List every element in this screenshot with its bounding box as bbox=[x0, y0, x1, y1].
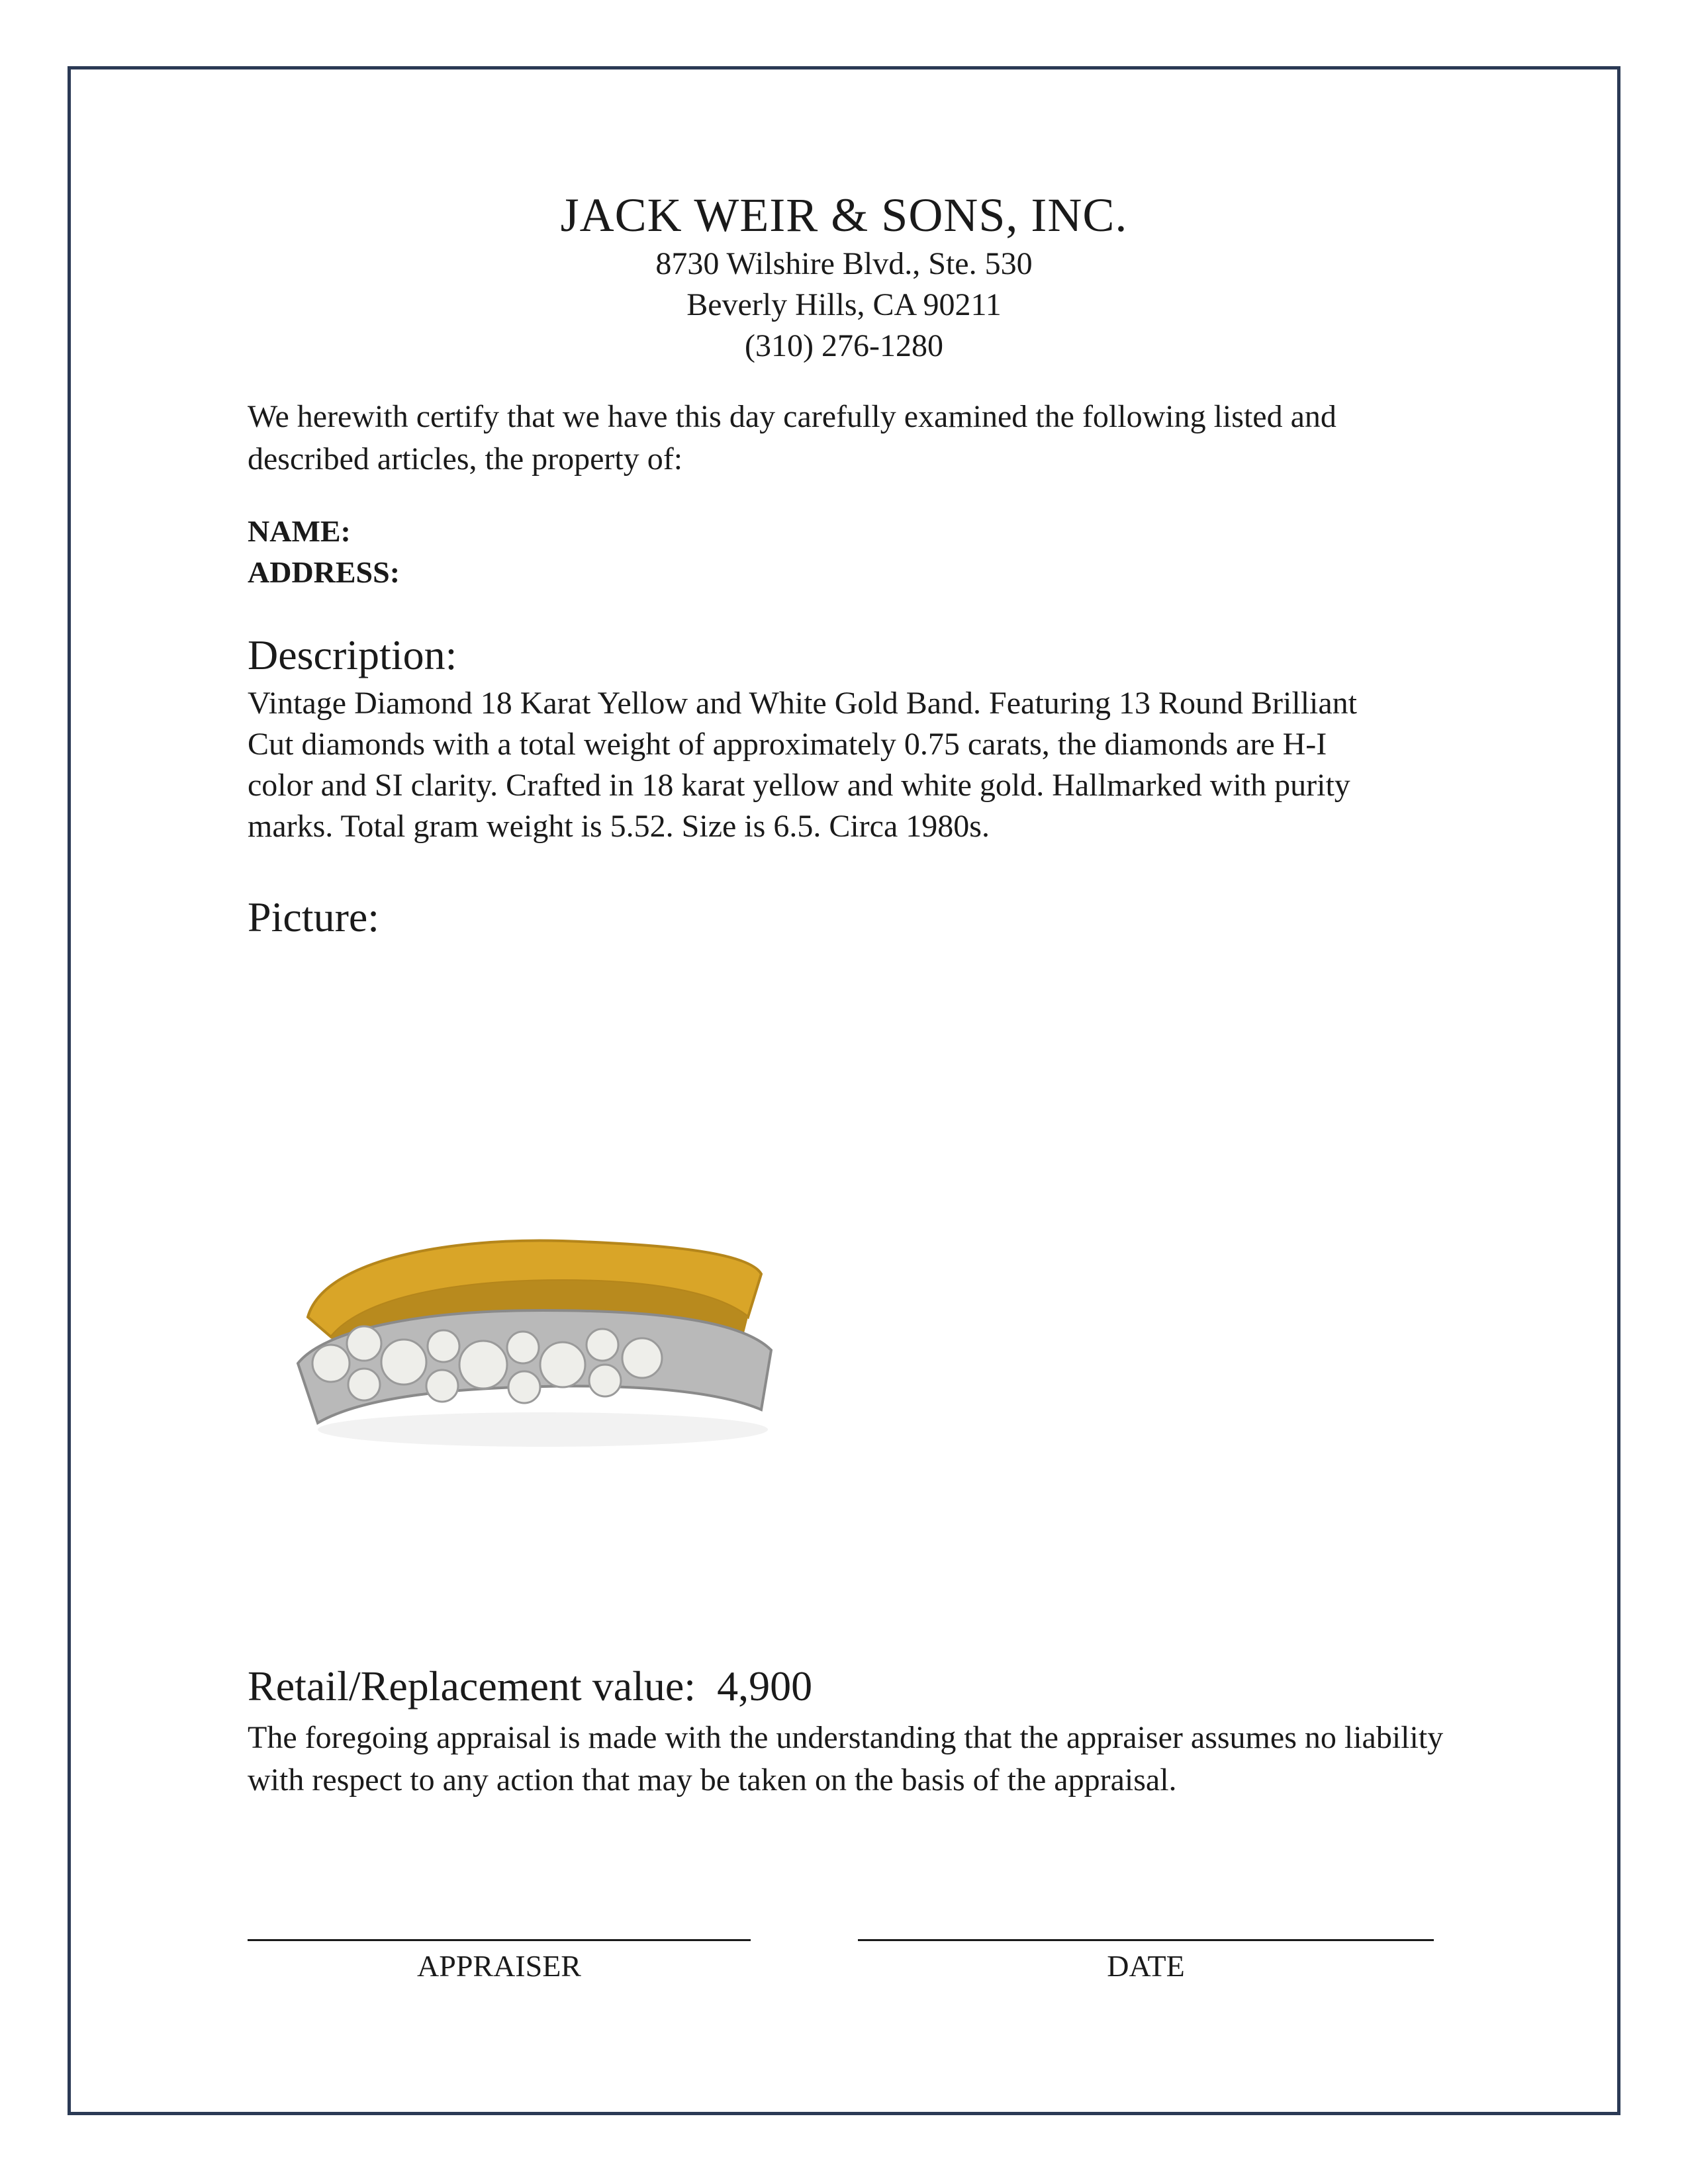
ring-photo bbox=[285, 1211, 801, 1463]
ring-shadow bbox=[318, 1412, 768, 1447]
value-label: Retail/Replacement value: bbox=[248, 1662, 696, 1709]
appraiser-label: APPRAISER bbox=[417, 1949, 581, 1983]
company-address-line1: 8730 Wilshire Blvd., Ste. 530 bbox=[655, 246, 1033, 281]
description-text: Vintage Diamond 18 Karat Yellow and White Gold Band. Featuring 13 Round Brilliant Cut diamonds with a total weight of approximately 0.75 carats, the diamonds are H-I color and SI clarity. Crafted in 18 karat yellow and white gold. Hallmarked with purity marks. Total gram weight is 5.52. Size is 6.5. Circa 1980s. bbox=[248, 686, 1358, 844]
disclaimer-text: The foregoing appraisal is made with the understanding that the appraiser assumes no liability with respect to any action that may be taken on the basis of the appraisal. bbox=[248, 1720, 1444, 1797]
ring-illustration bbox=[285, 1211, 801, 1463]
value-amount: 4,900 bbox=[717, 1662, 813, 1709]
picture-heading: Picture: bbox=[248, 893, 380, 940]
name-label: NAME: bbox=[248, 514, 351, 548]
company-phone: (310) 276-1280 bbox=[745, 328, 943, 363]
page-border bbox=[68, 66, 1620, 2115]
letterhead bbox=[0, 187, 1688, 367]
company-name: JACK WEIR & SONS, INC. bbox=[560, 189, 1128, 242]
date-signature-line bbox=[858, 1939, 1434, 1941]
owner-fields bbox=[248, 511, 1459, 593]
appraiser-signature-line bbox=[248, 1939, 751, 1941]
company-address-line2: Beverly Hills, CA 90211 bbox=[686, 287, 1002, 322]
certification-text: We herewith certify that we have this day carefully examined the following listed and described articles, the property of: bbox=[248, 399, 1336, 477]
description-heading: Description: bbox=[248, 631, 457, 678]
address-label: ADDRESS: bbox=[248, 555, 400, 589]
date-label: DATE bbox=[1107, 1949, 1185, 1983]
replacement-value bbox=[248, 1661, 1459, 1711]
